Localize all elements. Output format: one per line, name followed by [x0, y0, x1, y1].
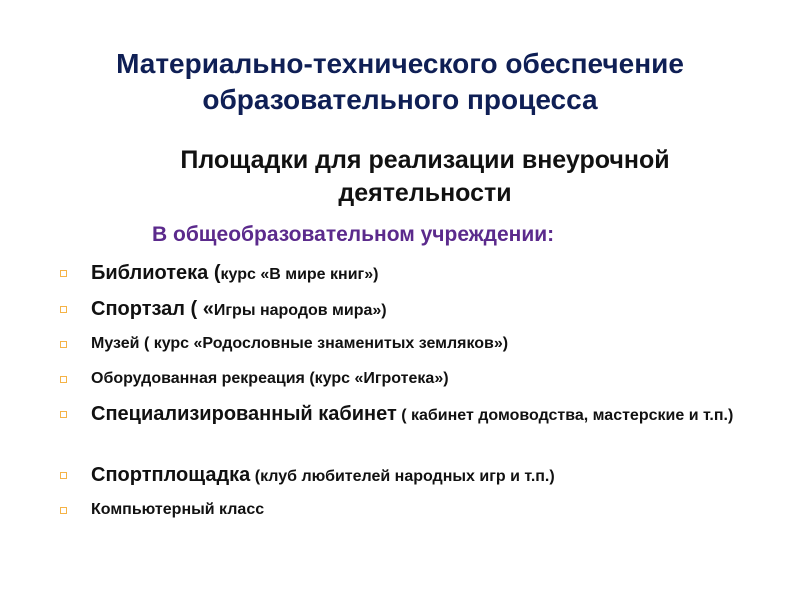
list-item-text — [91, 462, 790, 490]
hollow-square-icon — [60, 341, 67, 348]
list-item-detail: курс «В мире книг») — [220, 266, 379, 283]
hollow-square-icon — [60, 411, 67, 418]
list-item-main: Специализированный кабинет — [91, 403, 397, 425]
slide-subtitle — [0, 144, 800, 210]
list-item — [60, 498, 790, 522]
list-item-main: Спортзал ( « — [91, 298, 214, 320]
hollow-square-icon — [60, 472, 67, 479]
list-item — [60, 462, 790, 490]
slide-title-line-2: образовательного процесса — [202, 84, 598, 115]
list-item — [60, 366, 790, 392]
list-item-text — [91, 401, 790, 429]
list-item — [60, 260, 790, 288]
list-item — [60, 296, 790, 324]
slide-subtitle-line-2: деятельности — [338, 179, 512, 207]
list-item — [60, 401, 790, 429]
list-item — [60, 332, 790, 356]
list-item-main: Библиотека ( — [91, 262, 221, 284]
list-item-main: Спортплощадка — [91, 464, 251, 486]
list-item-detail: ( кабинет домоводства, мастерские и т.п.) — [396, 407, 734, 424]
slide-subtitle-line-1: Площадки для реализации внеурочной — [180, 146, 670, 174]
slide-title-line-1: Материально-технического обеспечение — [116, 48, 684, 79]
section-heading: В общеобразовательном учреждении: — [152, 223, 555, 246]
list-item-detail: курс «Игротека») — [314, 370, 449, 387]
list-item-text — [91, 366, 790, 392]
slide-title — [0, 46, 800, 118]
list-item-text — [91, 260, 790, 288]
list-item-text: Компьютерный класс — [91, 501, 265, 518]
hollow-square-icon — [60, 507, 67, 514]
list-item-main: Оборудованная рекреация ( — [91, 370, 315, 387]
hollow-square-icon — [60, 376, 67, 383]
list-item-detail: (клуб любителей народных игр и т.п.) — [250, 468, 555, 485]
list-item-text: Музей ( курс «Родословные знаменитых земляков») — [91, 335, 509, 352]
hollow-square-icon — [60, 270, 67, 277]
list-item-text — [91, 296, 790, 324]
hollow-square-icon — [60, 306, 67, 313]
list-item-detail: Игры народов мира») — [213, 302, 387, 319]
